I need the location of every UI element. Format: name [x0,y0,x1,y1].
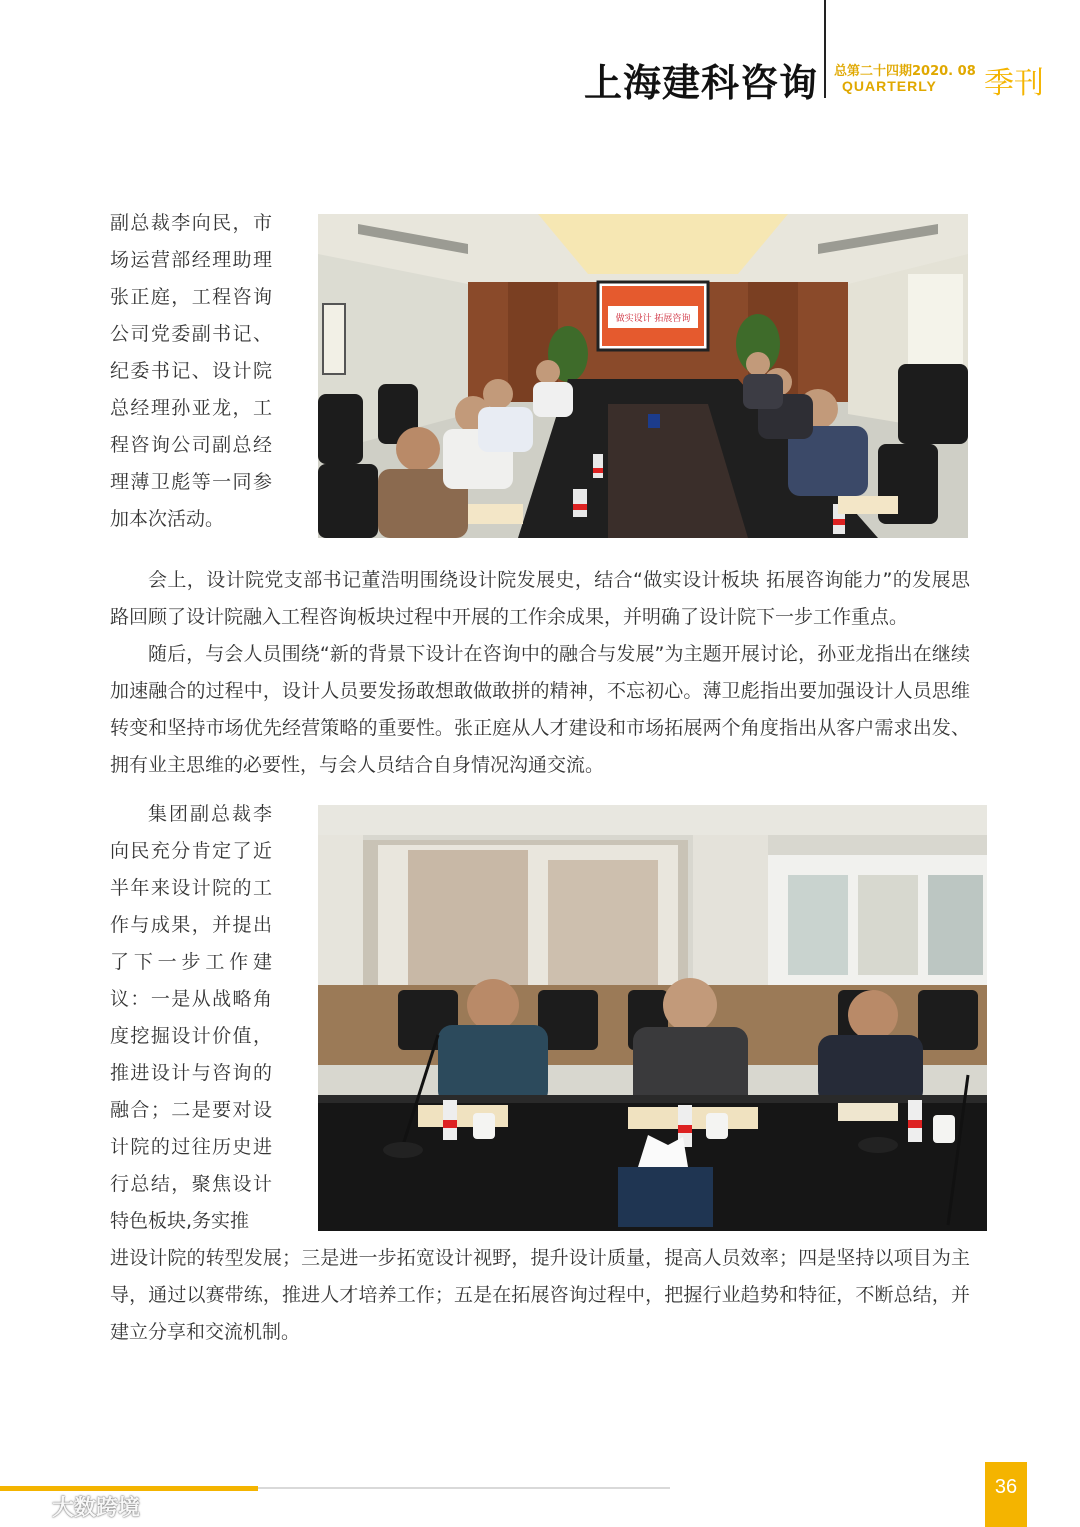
watermark-logo-icon [10,1494,46,1518]
quarterly-label: QUARTERLY [842,78,937,94]
ji-kan-label: 季刊 [984,66,1044,101]
meeting-table-illustration [318,805,987,1231]
side-text-attendees: 副总裁李向民，市场运营部经理助理张正庭，工程咨询公司党委副书记、纪委书记、设计院总经理孙亚龙，工程咨询公司副总经理薄卫彪等一同参加本次活动。 [110,212,272,530]
paragraph-suggestions-continued: 进设计院的转型发展；三是进一步拓宽设计视野，提升设计质量，提高人员效率；四是坚持以项目为主导，通过以赛带练，推进人才培养工作；五是在拓展咨询过程中，把握行业趋势和特征，不断总结，并建立分享和交流机制。 [110,1247,970,1343]
magazine-title: 上海建科咨询 [584,61,819,105]
watermark-text: 大数跨境 [52,1495,141,1521]
issue-number: 总第二十四期2020. 08 [834,64,976,79]
page-number: 36 [985,1462,1027,1527]
conference-room-illustration [318,214,968,538]
header-divider [824,0,826,98]
meeting-photo-1 [318,214,968,538]
side-text-suggestions: 集团副总裁李向民充分肯定了近半年来设计院的工作与成果，并提出了下一步工作建议：一是从战略角度挖掘设计价值，推进设计与咨询的融合；二是要对设计院的过往历史进行总结，聚焦设计特色板块,务实推 [110,803,272,1232]
screen-text: 做实设计 拓展咨询 [615,314,691,324]
meeting-photo-2 [318,805,987,1231]
paragraph-meeting-intro: 会上，设计院党支部书记董浩明围绕设计院发展史，结合“做实设计板块 拓展咨询能力”的发展思路回顾了设计院融入工程咨询板块过程中开展的工作余成果，并明确了设计院下一步工作重点。 [110,569,970,628]
watermark [10,1492,140,1520]
paragraph-discussion: 随后，与会人员围绕“新的背景下设计在咨询中的融合与发展”为主题开展讨论，孙亚龙指出在继续加速融合的过程中，设计人员要发扬敢想敢做敢拼的精神，不忘初心。薄卫彪指出要加强设计人员思维转变和坚持市场优先经营策略的重要性。张正庭从人才建设和市场拓展两个角度指出从客户需求出发、拥有业主思维的必要性，与会人员结合自身情况沟通交流。 [110,643,970,776]
